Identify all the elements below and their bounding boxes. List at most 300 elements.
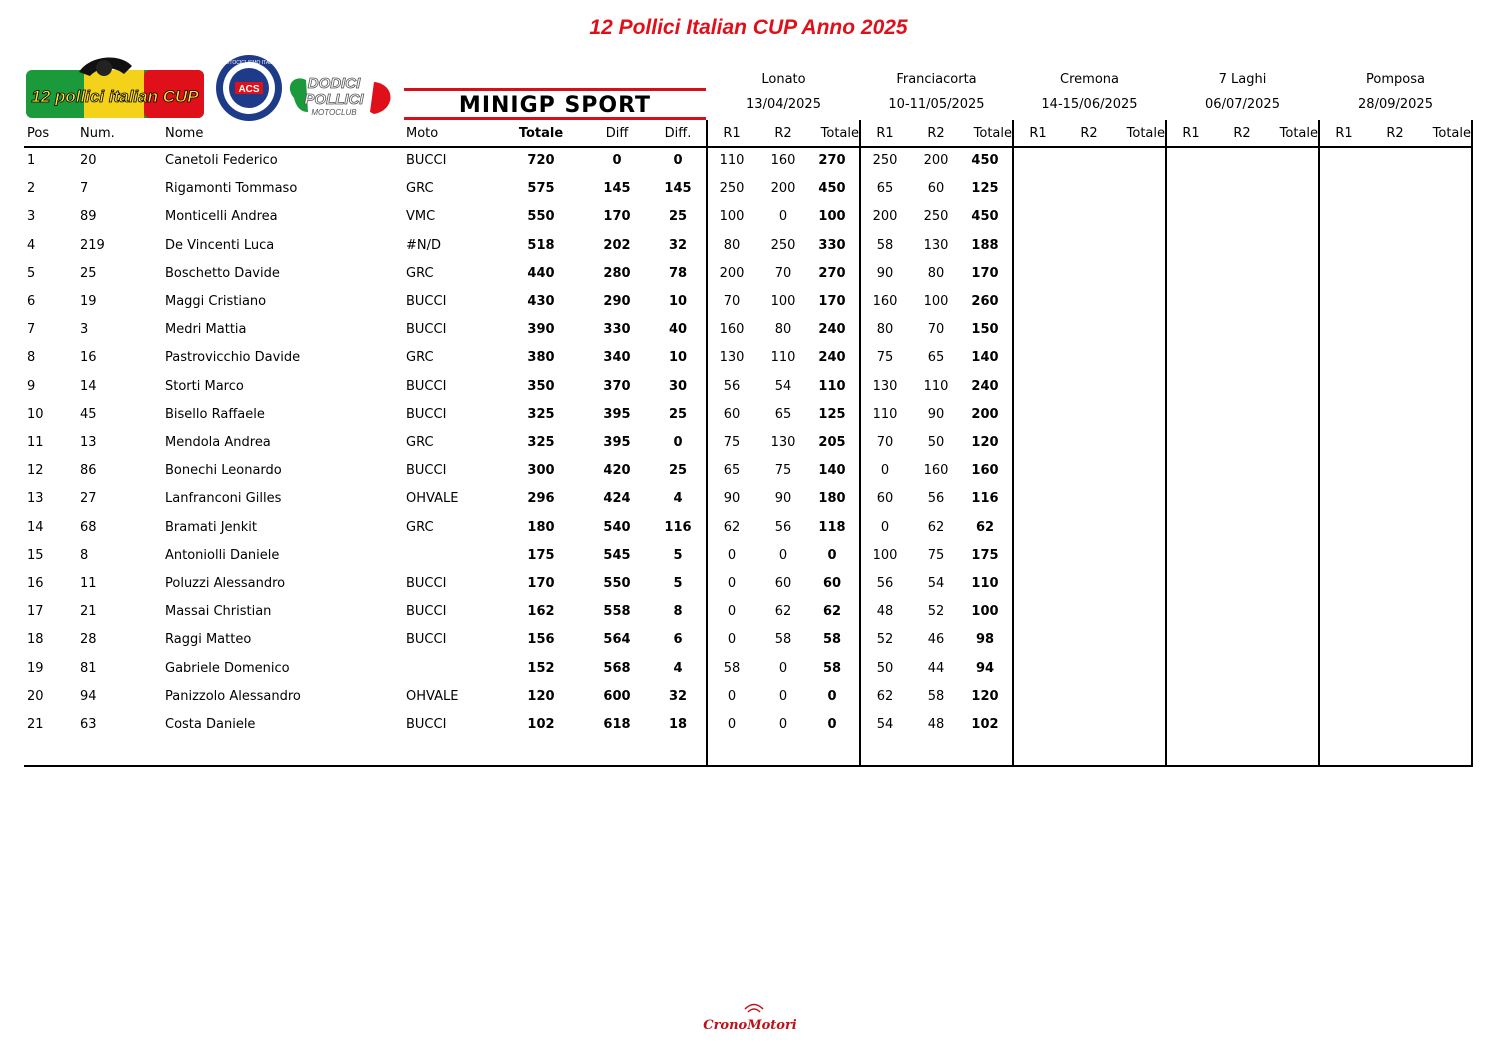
cell-nome: Costa Daniele xyxy=(165,717,256,732)
cell-r1: 130 xyxy=(719,350,745,365)
cell-event-total: 0 xyxy=(827,717,837,732)
cell-num: 3 xyxy=(80,322,89,337)
event-date: 14-15/06/2025 xyxy=(1041,97,1138,112)
cell-r1: 70 xyxy=(876,435,894,450)
cell-diff2: 40 xyxy=(668,322,688,337)
cell-totale: 440 xyxy=(527,266,555,281)
event-date: 28/09/2025 xyxy=(1358,97,1433,112)
cell-r2: 200 xyxy=(770,181,796,196)
cell-diff: 545 xyxy=(603,548,631,563)
cell-r2: 70 xyxy=(774,266,792,281)
event-divider xyxy=(1318,120,1320,767)
cell-r2: 100 xyxy=(923,294,949,309)
cell-r1: 0 xyxy=(880,520,890,535)
cell-event-total: 175 xyxy=(971,548,999,563)
cell-nome: Pastrovicchio Davide xyxy=(165,350,301,365)
cell-r2: 44 xyxy=(927,661,945,676)
cell-diff2: 116 xyxy=(664,520,692,535)
cell-r2: 62 xyxy=(927,520,945,535)
cell-r2: 56 xyxy=(927,491,945,506)
cell-diff2: 32 xyxy=(668,238,688,253)
header-r1: R1 xyxy=(1029,126,1047,141)
cell-num: 19 xyxy=(80,294,97,309)
cell-pos: 12 xyxy=(27,463,44,478)
cell-diff2: 5 xyxy=(673,548,683,563)
cell-totale: 325 xyxy=(527,435,555,450)
cell-nome: Rigamonti Tommaso xyxy=(165,181,298,196)
cell-diff2: 0 xyxy=(673,435,683,450)
cell-r2: 160 xyxy=(923,463,949,478)
cell-r1: 60 xyxy=(876,491,894,506)
cell-nome: Bonechi Leonardo xyxy=(165,463,282,478)
footer-logo xyxy=(690,1002,810,1036)
cell-num: 7 xyxy=(80,181,89,196)
cell-diff2: 8 xyxy=(673,604,683,619)
cell-r1: 70 xyxy=(723,294,741,309)
cell-num: 28 xyxy=(80,632,97,647)
cell-pos: 18 xyxy=(27,632,44,647)
cell-moto: VMC xyxy=(406,209,436,224)
cell-num: 13 xyxy=(80,435,97,450)
cell-pos: 7 xyxy=(27,322,36,337)
cell-r2: 130 xyxy=(770,435,796,450)
cell-moto: GRC xyxy=(406,181,434,196)
cell-r2: 48 xyxy=(927,717,945,732)
cell-r1: 52 xyxy=(876,632,894,647)
cell-r2: 54 xyxy=(774,379,792,394)
event-name: Cremona xyxy=(1060,72,1119,87)
cell-event-total: 62 xyxy=(822,604,842,619)
cell-diff: 340 xyxy=(603,350,631,365)
cell-nome: Poluzzi Alessandro xyxy=(165,576,286,591)
cell-r2: 110 xyxy=(770,350,796,365)
cell-moto: BUCCI xyxy=(406,632,447,647)
header-r2: R2 xyxy=(1386,126,1404,141)
cell-totale: 180 xyxy=(527,520,555,535)
header-moto: Moto xyxy=(406,126,439,141)
cell-r1: 250 xyxy=(872,153,898,168)
header-r2: R2 xyxy=(774,126,792,141)
cell-num: 8 xyxy=(80,548,89,563)
cell-event-total: 450 xyxy=(818,181,846,196)
cell-event-total: 140 xyxy=(818,463,846,478)
cell-r1: 48 xyxy=(876,604,894,619)
cell-moto: OHVALE xyxy=(406,491,459,506)
cell-diff2: 18 xyxy=(668,717,688,732)
header-r1: R1 xyxy=(876,126,894,141)
cell-r2: 58 xyxy=(774,632,792,647)
cell-totale: 152 xyxy=(527,661,555,676)
cell-r2: 250 xyxy=(770,238,796,253)
cell-diff: 540 xyxy=(603,520,631,535)
cell-r1: 65 xyxy=(876,181,894,196)
header-r2: R2 xyxy=(1080,126,1098,141)
cell-r1: 65 xyxy=(723,463,741,478)
cell-nome: Antoniolli Daniele xyxy=(165,548,280,563)
event-divider xyxy=(859,120,861,767)
cell-r1: 62 xyxy=(723,520,741,535)
cell-r1: 100 xyxy=(719,209,745,224)
cell-diff2: 4 xyxy=(673,491,683,506)
cell-totale: 296 xyxy=(527,491,555,506)
header-pos: Pos xyxy=(27,126,50,141)
cell-r2: 75 xyxy=(927,548,945,563)
cell-num: 86 xyxy=(80,463,97,478)
cell-r2: 62 xyxy=(774,604,792,619)
cell-event-total: 0 xyxy=(827,689,837,704)
cell-r2: 65 xyxy=(774,407,792,422)
cell-num: 89 xyxy=(80,209,97,224)
cell-totale: 518 xyxy=(527,238,555,253)
cell-event-total: 102 xyxy=(971,717,999,732)
cell-pos: 17 xyxy=(27,604,44,619)
cell-num: 11 xyxy=(80,576,97,591)
cell-diff: 280 xyxy=(603,266,631,281)
cell-moto: BUCCI xyxy=(406,379,447,394)
cell-r1: 58 xyxy=(876,238,894,253)
cell-r2: 90 xyxy=(927,407,945,422)
cell-event-total: 240 xyxy=(971,379,999,394)
cell-event-total: 110 xyxy=(971,576,999,591)
cell-moto: GRC xyxy=(406,266,434,281)
header-event-total: Totale xyxy=(820,126,859,141)
event-name: 7 Laghi xyxy=(1218,72,1267,87)
cell-totale: 102 xyxy=(527,717,555,732)
cell-num: 25 xyxy=(80,266,97,281)
cell-moto: BUCCI xyxy=(406,153,447,168)
cell-r1: 200 xyxy=(872,209,898,224)
cell-event-total: 120 xyxy=(971,689,999,704)
cell-nome: Raggi Matteo xyxy=(165,632,252,647)
cell-pos: 3 xyxy=(27,209,36,224)
cell-diff: 395 xyxy=(603,435,631,450)
header-event-total: Totale xyxy=(1279,126,1318,141)
cell-r2: 46 xyxy=(927,632,945,647)
cell-event-total: 170 xyxy=(971,266,999,281)
header-r1: R1 xyxy=(1182,126,1200,141)
cell-diff: 145 xyxy=(603,181,631,196)
cell-r2: 80 xyxy=(927,266,945,281)
cell-num: 16 xyxy=(80,350,97,365)
cell-nome: Mendola Andrea xyxy=(165,435,271,450)
cell-event-total: 240 xyxy=(818,322,846,337)
cell-totale: 430 xyxy=(527,294,555,309)
cell-diff: 568 xyxy=(603,661,631,676)
event-divider xyxy=(706,120,708,767)
cell-pos: 5 xyxy=(27,266,36,281)
cell-r2: 65 xyxy=(927,350,945,365)
header-num: Num. xyxy=(80,126,115,141)
cell-moto: BUCCI xyxy=(406,322,447,337)
svg-text:POLLICI: POLLICI xyxy=(304,91,364,108)
header-r1: R1 xyxy=(723,126,741,141)
cell-r1: 50 xyxy=(876,661,894,676)
cell-r2: 0 xyxy=(778,689,788,704)
cell-r1: 0 xyxy=(727,717,737,732)
cell-event-total: 60 xyxy=(822,576,842,591)
cell-r1: 54 xyxy=(876,717,894,732)
club-logo xyxy=(290,75,391,117)
cell-r1: 90 xyxy=(723,491,741,506)
cell-nome: Medri Mattia xyxy=(165,322,247,337)
cell-r1: 0 xyxy=(727,576,737,591)
cell-r2: 0 xyxy=(778,717,788,732)
cell-event-total: 270 xyxy=(818,153,846,168)
header-r2: R2 xyxy=(1233,126,1251,141)
cell-totale: 325 xyxy=(527,407,555,422)
cell-nome: Lanfranconi Gilles xyxy=(165,491,282,506)
cell-r1: 110 xyxy=(872,407,898,422)
svg-text:CronoMotori: CronoMotori xyxy=(703,1018,797,1033)
cell-r1: 60 xyxy=(723,407,741,422)
cell-r1: 100 xyxy=(872,548,898,563)
cell-r2: 0 xyxy=(778,548,788,563)
cell-r2: 200 xyxy=(923,153,949,168)
cell-r1: 130 xyxy=(872,379,898,394)
header-diff: Diff xyxy=(605,126,629,141)
cell-diff2: 0 xyxy=(673,153,683,168)
cell-r2: 0 xyxy=(778,661,788,676)
cell-diff2: 10 xyxy=(668,294,688,309)
header-diff2: Diff. xyxy=(664,126,692,141)
cell-num: 21 xyxy=(80,604,97,619)
cell-pos: 20 xyxy=(27,689,44,704)
cell-totale: 720 xyxy=(527,153,555,168)
cell-moto: #N/D xyxy=(406,238,442,253)
cell-r1: 58 xyxy=(723,661,741,676)
cell-event-total: 188 xyxy=(971,238,999,253)
event-divider xyxy=(1165,120,1167,767)
cell-r1: 56 xyxy=(876,576,894,591)
cell-diff: 0 xyxy=(612,153,622,168)
cell-r2: 160 xyxy=(770,153,796,168)
svg-text:ACS: ACS xyxy=(238,84,260,95)
cell-nome: Bisello Raffaele xyxy=(165,407,265,422)
cell-event-total: 0 xyxy=(827,548,837,563)
cell-r2: 50 xyxy=(927,435,945,450)
cell-pos: 11 xyxy=(27,435,44,450)
cell-diff2: 25 xyxy=(668,407,688,422)
cell-nome: Panizzolo Alessandro xyxy=(165,689,301,704)
cell-diff2: 25 xyxy=(668,463,688,478)
cell-nome: Boschetto Davide xyxy=(165,266,280,281)
header-event-total: Totale xyxy=(973,126,1012,141)
cell-r1: 0 xyxy=(727,548,737,563)
cell-r1: 90 xyxy=(876,266,894,281)
cell-event-total: 120 xyxy=(971,435,999,450)
event-date: 10-11/05/2025 xyxy=(888,97,985,112)
cell-diff2: 32 xyxy=(668,689,688,704)
cell-r2: 75 xyxy=(774,463,792,478)
cell-r1: 75 xyxy=(723,435,741,450)
cell-moto: GRC xyxy=(406,350,434,365)
cell-r1: 62 xyxy=(876,689,894,704)
cell-diff: 550 xyxy=(603,576,631,591)
cell-diff: 420 xyxy=(603,463,631,478)
cell-diff: 170 xyxy=(603,209,631,224)
cell-event-total: 125 xyxy=(818,407,846,422)
cell-r1: 56 xyxy=(723,379,741,394)
cell-r1: 160 xyxy=(719,322,745,337)
event-divider xyxy=(1471,120,1473,767)
cell-r2: 54 xyxy=(927,576,945,591)
cell-r1: 160 xyxy=(872,294,898,309)
cell-diff: 202 xyxy=(603,238,631,253)
header-totale: Totale xyxy=(518,126,564,141)
cell-event-total: 260 xyxy=(971,294,999,309)
cell-r2: 58 xyxy=(927,689,945,704)
cell-nome: Monticelli Andrea xyxy=(165,209,278,224)
cell-event-total: 240 xyxy=(818,350,846,365)
cell-event-total: 62 xyxy=(975,520,995,535)
cell-pos: 14 xyxy=(27,520,44,535)
cell-moto: GRC xyxy=(406,435,434,450)
cell-r2: 0 xyxy=(778,209,788,224)
cell-diff2: 4 xyxy=(673,661,683,676)
cell-totale: 175 xyxy=(527,548,555,563)
cell-r1: 80 xyxy=(723,238,741,253)
cell-r2: 60 xyxy=(774,576,792,591)
cell-event-total: 200 xyxy=(971,407,999,422)
cell-totale: 575 xyxy=(527,181,555,196)
cell-pos: 16 xyxy=(27,576,44,591)
cell-event-total: 100 xyxy=(818,209,846,224)
cell-moto: BUCCI xyxy=(406,407,447,422)
cell-moto: BUCCI xyxy=(406,463,447,478)
cell-totale: 156 xyxy=(527,632,555,647)
cell-event-total: 116 xyxy=(971,491,999,506)
cell-diff2: 5 xyxy=(673,576,683,591)
cell-num: 81 xyxy=(80,661,97,676)
svg-text:12 pollici italian CUP: 12 pollici italian CUP xyxy=(31,87,199,106)
cell-event-total: 118 xyxy=(818,520,846,535)
cell-pos: 2 xyxy=(27,181,36,196)
cell-moto: OHVALE xyxy=(406,689,459,704)
page-title: 12 Pollici Italian CUP Anno 2025 xyxy=(589,16,908,39)
cell-event-total: 450 xyxy=(971,209,999,224)
cell-moto: GRC xyxy=(406,520,434,535)
cell-r1: 110 xyxy=(719,153,745,168)
cell-num: 14 xyxy=(80,379,97,394)
cell-r1: 75 xyxy=(876,350,894,365)
cell-totale: 162 xyxy=(527,604,555,619)
cell-event-total: 98 xyxy=(975,632,995,647)
cell-r2: 80 xyxy=(774,322,792,337)
event-name: Pomposa xyxy=(1366,72,1425,87)
cell-event-total: 58 xyxy=(822,632,842,647)
cell-event-total: 110 xyxy=(818,379,846,394)
header-r2: R2 xyxy=(927,126,945,141)
svg-text:MOTOCICLISMO ITALIA: MOTOCICLISMO ITALIA xyxy=(221,60,277,66)
cell-event-total: 180 xyxy=(818,491,846,506)
cell-pos: 4 xyxy=(27,238,36,253)
cell-num: 63 xyxy=(80,717,97,732)
cell-event-total: 94 xyxy=(975,661,995,676)
cell-totale: 390 xyxy=(527,322,555,337)
cell-num: 94 xyxy=(80,689,97,704)
cell-moto: BUCCI xyxy=(406,576,447,591)
cell-r1: 0 xyxy=(727,632,737,647)
cell-pos: 6 xyxy=(27,294,36,309)
cell-num: 20 xyxy=(80,153,97,168)
cell-totale: 350 xyxy=(527,379,555,394)
cell-diff2: 6 xyxy=(673,632,683,647)
cell-event-total: 58 xyxy=(822,661,842,676)
cell-diff: 618 xyxy=(603,717,631,732)
cell-event-total: 160 xyxy=(971,463,999,478)
cell-totale: 120 xyxy=(527,689,555,704)
class-title: MINIGP SPORT xyxy=(404,88,706,120)
svg-text:MOTOCLUB: MOTOCLUB xyxy=(311,108,357,117)
svg-text:DODICI: DODICI xyxy=(307,75,361,92)
cell-nome: Gabriele Domenico xyxy=(165,661,290,676)
cell-moto: BUCCI xyxy=(406,604,447,619)
cell-diff2: 10 xyxy=(668,350,688,365)
cup-logo xyxy=(26,57,204,118)
cell-pos: 19 xyxy=(27,661,44,676)
cell-moto: BUCCI xyxy=(406,294,447,309)
cell-pos: 10 xyxy=(27,407,44,422)
cell-r2: 250 xyxy=(923,209,949,224)
cell-event-total: 270 xyxy=(818,266,846,281)
cell-r2: 70 xyxy=(927,322,945,337)
cell-totale: 380 xyxy=(527,350,555,365)
event-divider xyxy=(1012,120,1014,767)
cell-diff: 330 xyxy=(603,322,631,337)
cell-r2: 100 xyxy=(770,294,796,309)
federation-logo xyxy=(216,55,282,121)
cell-diff: 395 xyxy=(603,407,631,422)
event-name: Lonato xyxy=(761,72,806,87)
cell-diff: 558 xyxy=(603,604,631,619)
table-bottom-line xyxy=(24,765,1473,767)
cell-event-total: 100 xyxy=(971,604,999,619)
cell-diff2: 78 xyxy=(668,266,688,281)
cell-event-total: 170 xyxy=(818,294,846,309)
cell-r1: 0 xyxy=(727,604,737,619)
cell-r1: 250 xyxy=(719,181,745,196)
cell-num: 68 xyxy=(80,520,97,535)
cell-r2: 90 xyxy=(774,491,792,506)
cell-diff2: 25 xyxy=(668,209,688,224)
cell-nome: Storti Marco xyxy=(165,379,244,394)
cell-pos: 15 xyxy=(27,548,44,563)
cell-r2: 130 xyxy=(923,238,949,253)
cell-r1: 80 xyxy=(876,322,894,337)
cell-event-total: 330 xyxy=(818,238,846,253)
header-logos xyxy=(24,52,396,122)
cell-diff2: 145 xyxy=(664,181,692,196)
cell-totale: 550 xyxy=(527,209,555,224)
header-event-total: Totale xyxy=(1126,126,1165,141)
cell-event-total: 150 xyxy=(971,322,999,337)
cell-pos: 8 xyxy=(27,350,36,365)
cell-event-total: 125 xyxy=(971,181,999,196)
cell-nome: Maggi Cristiano xyxy=(165,294,267,309)
cell-r1: 0 xyxy=(727,689,737,704)
cell-moto: BUCCI xyxy=(406,717,447,732)
header-nome: Nome xyxy=(165,126,204,141)
cell-pos: 9 xyxy=(27,379,36,394)
cell-totale: 170 xyxy=(527,576,555,591)
event-name: Franciacorta xyxy=(896,72,977,87)
cell-num: 27 xyxy=(80,491,97,506)
cell-event-total: 140 xyxy=(971,350,999,365)
cell-pos: 1 xyxy=(27,153,36,168)
cell-nome: De Vincenti Luca xyxy=(165,238,275,253)
cell-pos: 13 xyxy=(27,491,44,506)
cell-diff: 564 xyxy=(603,632,631,647)
